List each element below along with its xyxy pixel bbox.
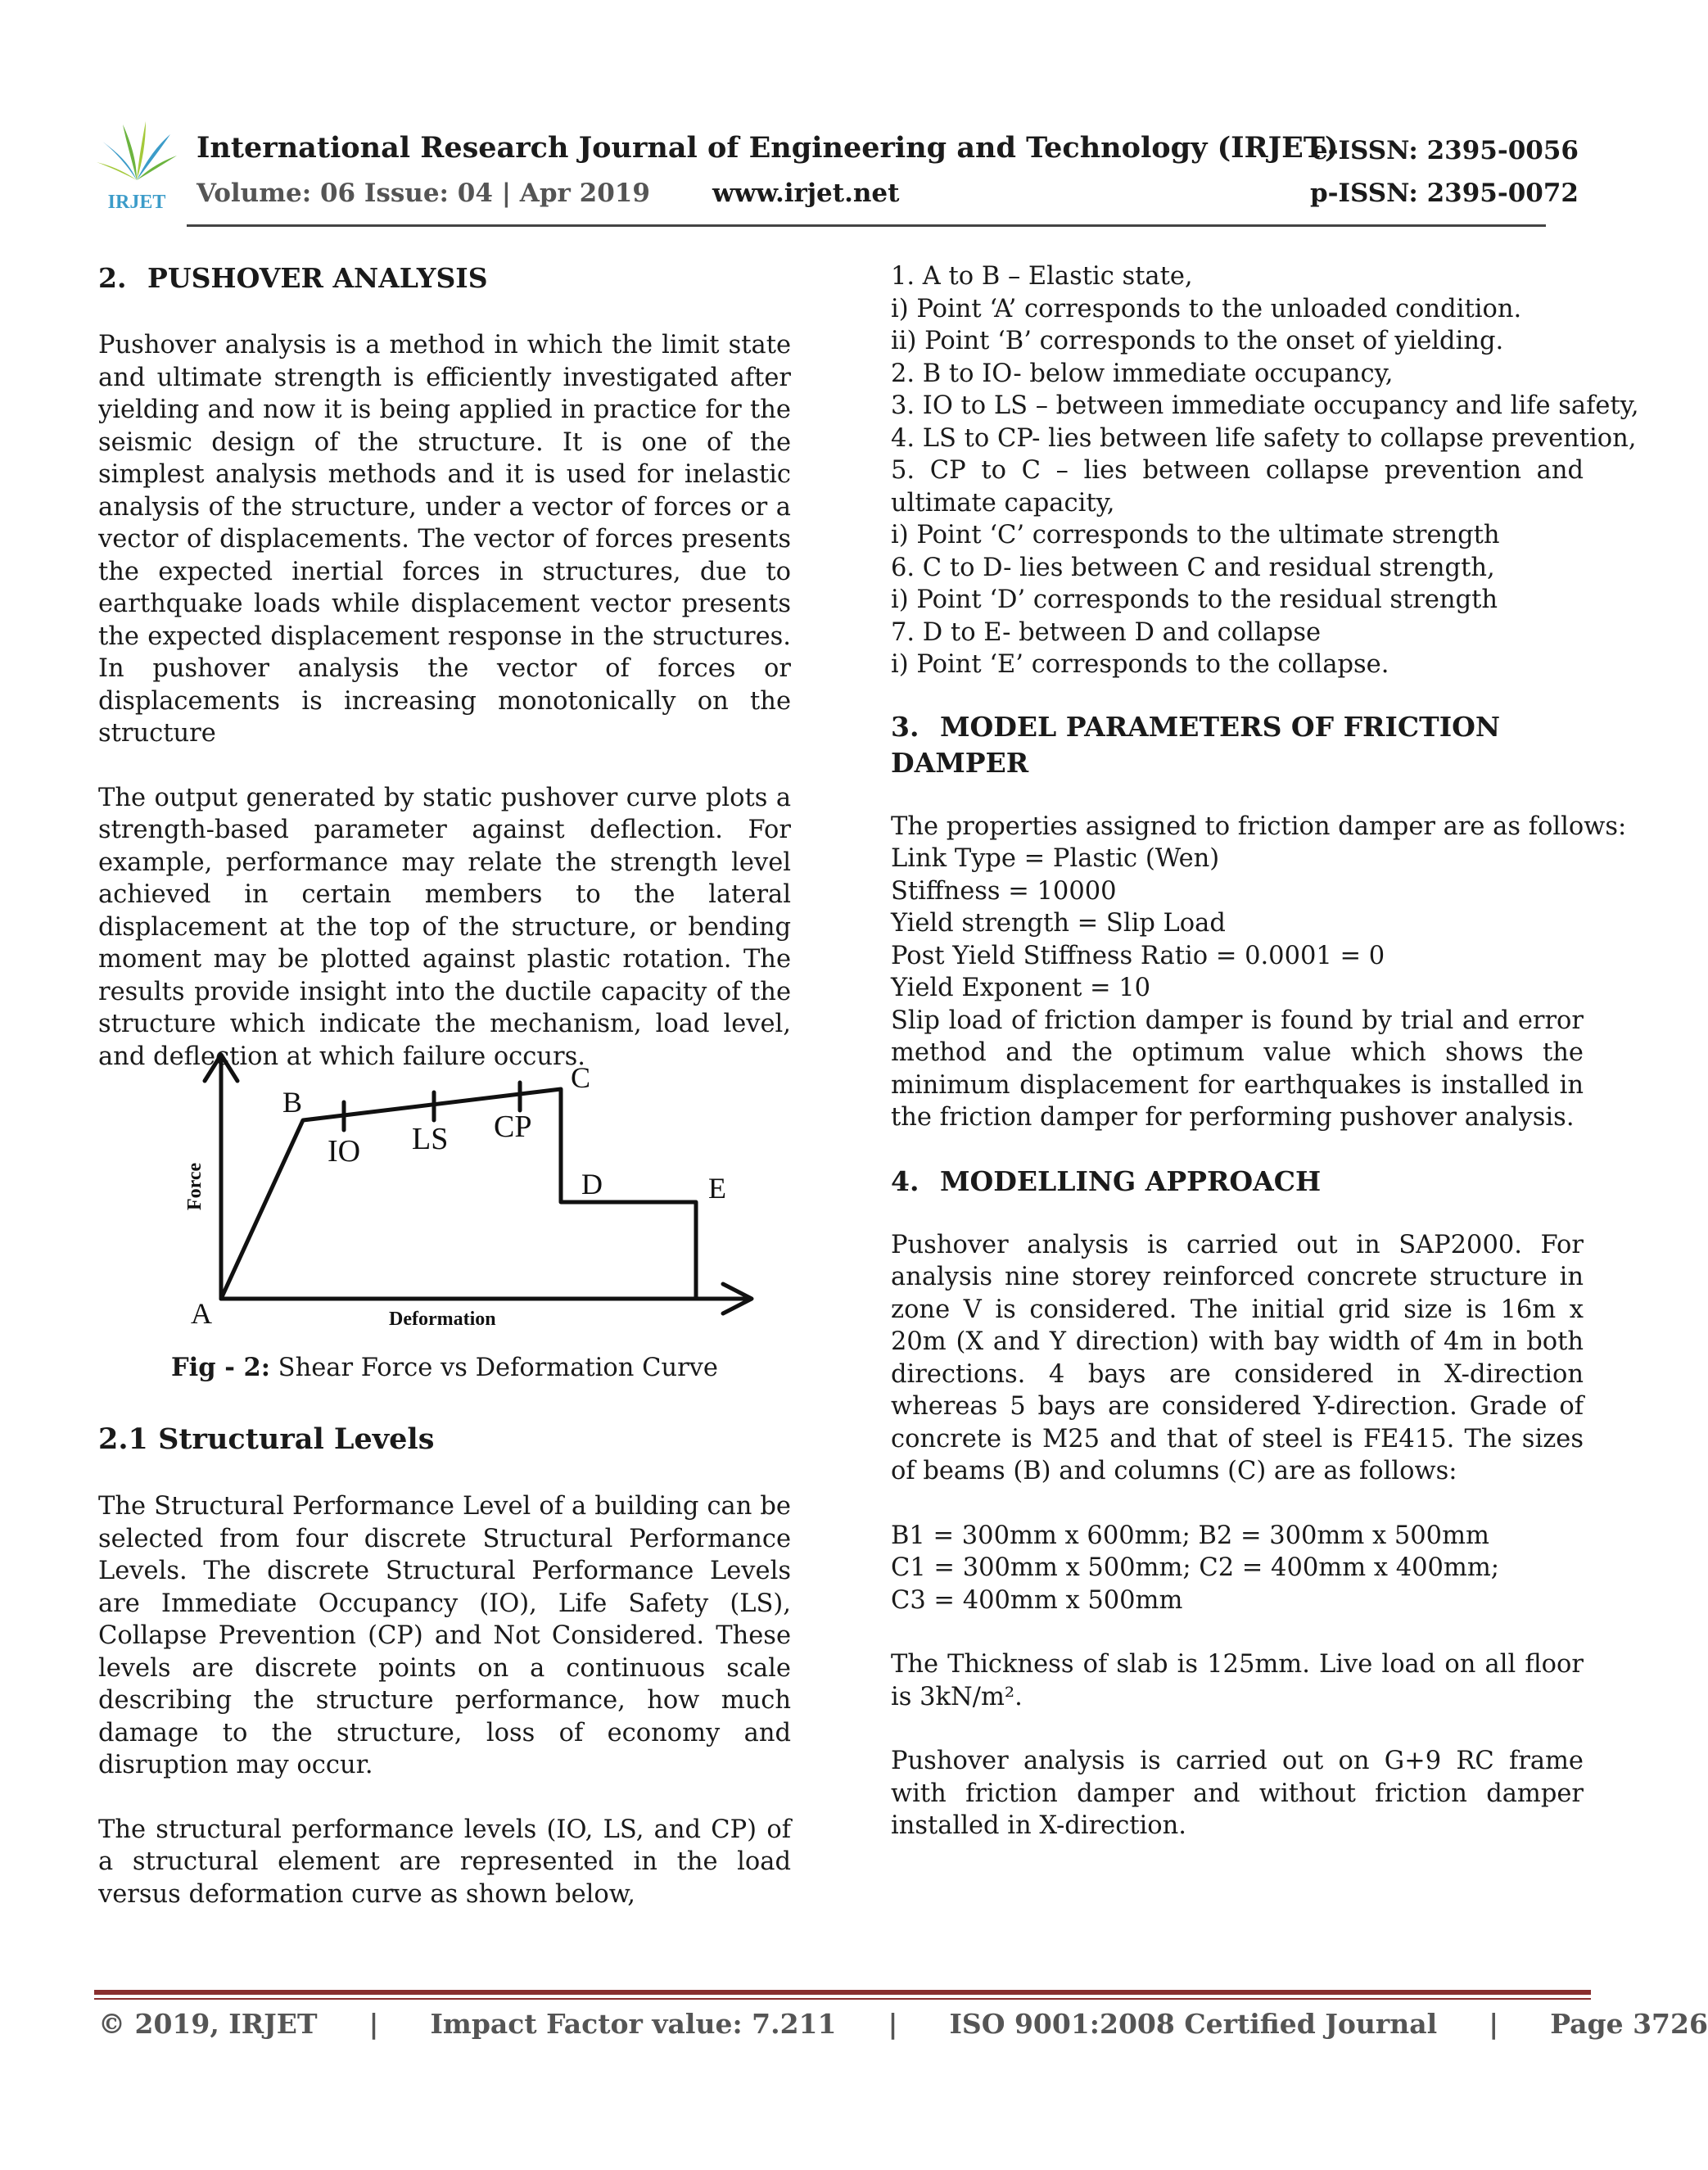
list-item: 2. B to IO- below immediate occupancy,: [891, 359, 1394, 388]
irjet-logo: [92, 116, 182, 215]
section-title: MODELLING APPROACH: [940, 1164, 1322, 1197]
footer-rule-thin: [94, 1998, 1591, 2000]
footer-separator: |: [1489, 2008, 1499, 2040]
property-line: Stiffness = 10000: [891, 876, 1117, 906]
label-a: A: [191, 1297, 212, 1330]
paragraph-levels-curve: The structural performance levels (IO, LS, and CP) of a structural element are represented in the load versus deformation curve as shown below,: [98, 1815, 791, 1909]
size-line: B1 = 300mm x 600mm; B2 = 300mm x 500mm: [891, 1521, 1489, 1550]
list-item: 4. LS to CP- lies between life safety to collapse prevention,: [891, 423, 1637, 453]
list-item: 6. C to D- lies between C and residual strength,: [891, 553, 1495, 582]
left-column-lower: [98, 1422, 791, 1910]
paragraph-modelling: Pushover analysis is carried out in SAP2000. For analysis nine storey reinforced concrete structure in zone V is considered. The initial grid size is 16m x 20m (X and Y direction) with bay width of 4m in both directions. 4 bays are considered in X-direction whereas 5 bays are considered Y-direction. Grade of concrete is M25 and that of steel is FE415. The sizes of beams (B) and columns (C) are as follows:: [891, 1230, 1584, 1485]
list-item: i) Point ‘E’ corresponds to the collapse.: [891, 650, 1389, 679]
size-line: C1 = 300mm x 500mm; C2 = 400mm x 400mm;: [891, 1553, 1500, 1582]
property-line: Link Type = Plastic (Wen): [891, 844, 1220, 873]
label-ls: LS: [412, 1122, 449, 1156]
eissn: e-ISSN: 2395-0056: [1311, 136, 1579, 165]
journal-website-link[interactable]: www.irjet.net: [712, 179, 900, 208]
label-cp: CP: [494, 1110, 532, 1144]
force-deformation-curve: [221, 1089, 696, 1299]
paragraph-pushover-frame: Pushover analysis is carried out on G+9 RC frame with friction damper and without friction damper installed in X-direction.: [891, 1747, 1584, 1840]
page-footer: [98, 2008, 1708, 2040]
volume-issue: Volume: 06 Issue: 04 | Apr 2019: [197, 179, 650, 208]
y-axis-label: Force: [184, 1162, 206, 1210]
journal-title: International Research Journal of Engineering and Technology (IRJET): [197, 131, 1339, 165]
label-e: E: [708, 1172, 726, 1205]
section-title: MODEL PARAMETERS OF FRICTION DAMPER: [891, 710, 1501, 779]
footer-page-number: Page 3726: [1550, 2008, 1708, 2040]
section-number: 3.: [891, 710, 920, 743]
caption-label: Fig - 2:: [171, 1353, 270, 1382]
list-item: 1. A to B – Elastic state,: [891, 262, 1193, 291]
property-line: The properties assigned to friction damper are as follows:: [891, 811, 1627, 841]
size-line: C3 = 400mm x 500mm: [891, 1585, 1183, 1615]
paragraph-pushover-output: The output generated by static pushover curve plots a strength-based parameter against deflection. For example, performance may relate the strength level achieved in certain members to the lateral displacement at the top of the structure, or bending moment may be plotted against plastic rotation. The results provide insight into the ductile capacity of the structure which indicate the mechanism, load level, and deflection at which failure occurs.: [98, 783, 791, 1071]
list-item: i) Point ‘C’ corresponds to the ultimate strength: [891, 521, 1500, 549]
footer-iso: ISO 9001:2008 Certified Journal: [949, 2008, 1438, 2040]
right-column: [891, 260, 1639, 1842]
section-number: 4.: [891, 1164, 920, 1197]
logo-text: IRJET: [107, 192, 166, 213]
list-item: 5. CP to C – lies between collapse prevention and ultimate capacity,: [891, 456, 1584, 518]
section-number: 2.: [98, 262, 127, 294]
label-io: IO: [328, 1134, 361, 1169]
list-item: i) Point ‘A’ corresponds to the unloaded condition.: [891, 294, 1522, 323]
footer-separator: |: [888, 2008, 898, 2040]
property-line: Post Yield Stiffness Ratio = 0.0001 = 0: [891, 941, 1385, 970]
footer-rule: [94, 1990, 1591, 1995]
label-b: B: [282, 1086, 303, 1119]
footer-impact-factor: Impact Factor value: 7.211: [430, 2008, 837, 2040]
list-item: 3. IO to LS – between immediate occupancy and life safety,: [891, 391, 1639, 420]
caption-text: Shear Force vs Deformation Curve: [269, 1354, 718, 1382]
section-heading-pushover: [98, 260, 791, 296]
force-deformation-figure: [176, 1038, 766, 1341]
subsection-heading-structural-levels: 2.1 Structural Levels: [98, 1422, 435, 1456]
paragraph-slip-load: Slip load of friction damper is found by trial and error method and the optimum value which shows the minimum displacement for earthquakes is installed in the friction damper for performing pushover analysis.: [891, 1006, 1584, 1132]
header-rule: [187, 224, 1546, 227]
x-axis-label: Deformation: [389, 1309, 496, 1330]
paragraph-performance-levels: The Structural Performance Level of a building can be selected from four discrete Structural Performance Levels. The discrete Structural Performance Levels are Immediate Occupancy (IO), Life Safety (LS), Collapse Prevention (CP) and Not Considered. These levels are discrete points on a continuous scale describing the structure performance, how much damage to the structure, loss of economy and disruption may occur.: [98, 1492, 791, 1779]
label-d: D: [581, 1168, 603, 1200]
list-item: 7. D to E- between D and collapse: [891, 617, 1322, 647]
paragraph-slab: The Thickness of slab is 125mm. Live load on all floor is 3kN/m².: [891, 1650, 1584, 1711]
section-heading-modelling: [891, 1164, 1584, 1200]
leaf-fan-logo-icon: [97, 121, 177, 180]
section-title: PUSHOVER ANALYSIS: [147, 262, 488, 294]
list-item: i) Point ‘D’ corresponds to the residual strength: [891, 585, 1498, 614]
list-item: ii) Point ‘B’ corresponds to the onset of yielding.: [891, 327, 1504, 355]
footer-copyright: © 2019, IRJET: [98, 2008, 318, 2040]
label-c: C: [571, 1061, 591, 1094]
pissn: p-ISSN: 2395-0072: [1309, 179, 1579, 208]
figure-caption: [98, 1353, 791, 1382]
property-line: Yield strength = Slip Load: [891, 909, 1226, 938]
property-line: Yield Exponent = 10: [891, 974, 1151, 1002]
left-column: [98, 260, 791, 1073]
section-heading-friction-damper: [891, 709, 1584, 781]
footer-separator: |: [368, 2008, 379, 2040]
paragraph-pushover-definition: Pushover analysis is a method in which the limit state and ultimate strength is efficiently investigated after yielding and now it is being applied in practice for the seismic design of the structure. It is one of the simplest analysis methods and it is used for inelastic analysis of the structure, under a vector of forces or a vector of displacements. The vector of forces presents the expected inertial forces in structures, due to earthquake loads while displacement vector presents the expected displacement response in the structures. In pushover analysis the vector of forces or displacements is increasing monotonically on the structure: [98, 331, 791, 748]
